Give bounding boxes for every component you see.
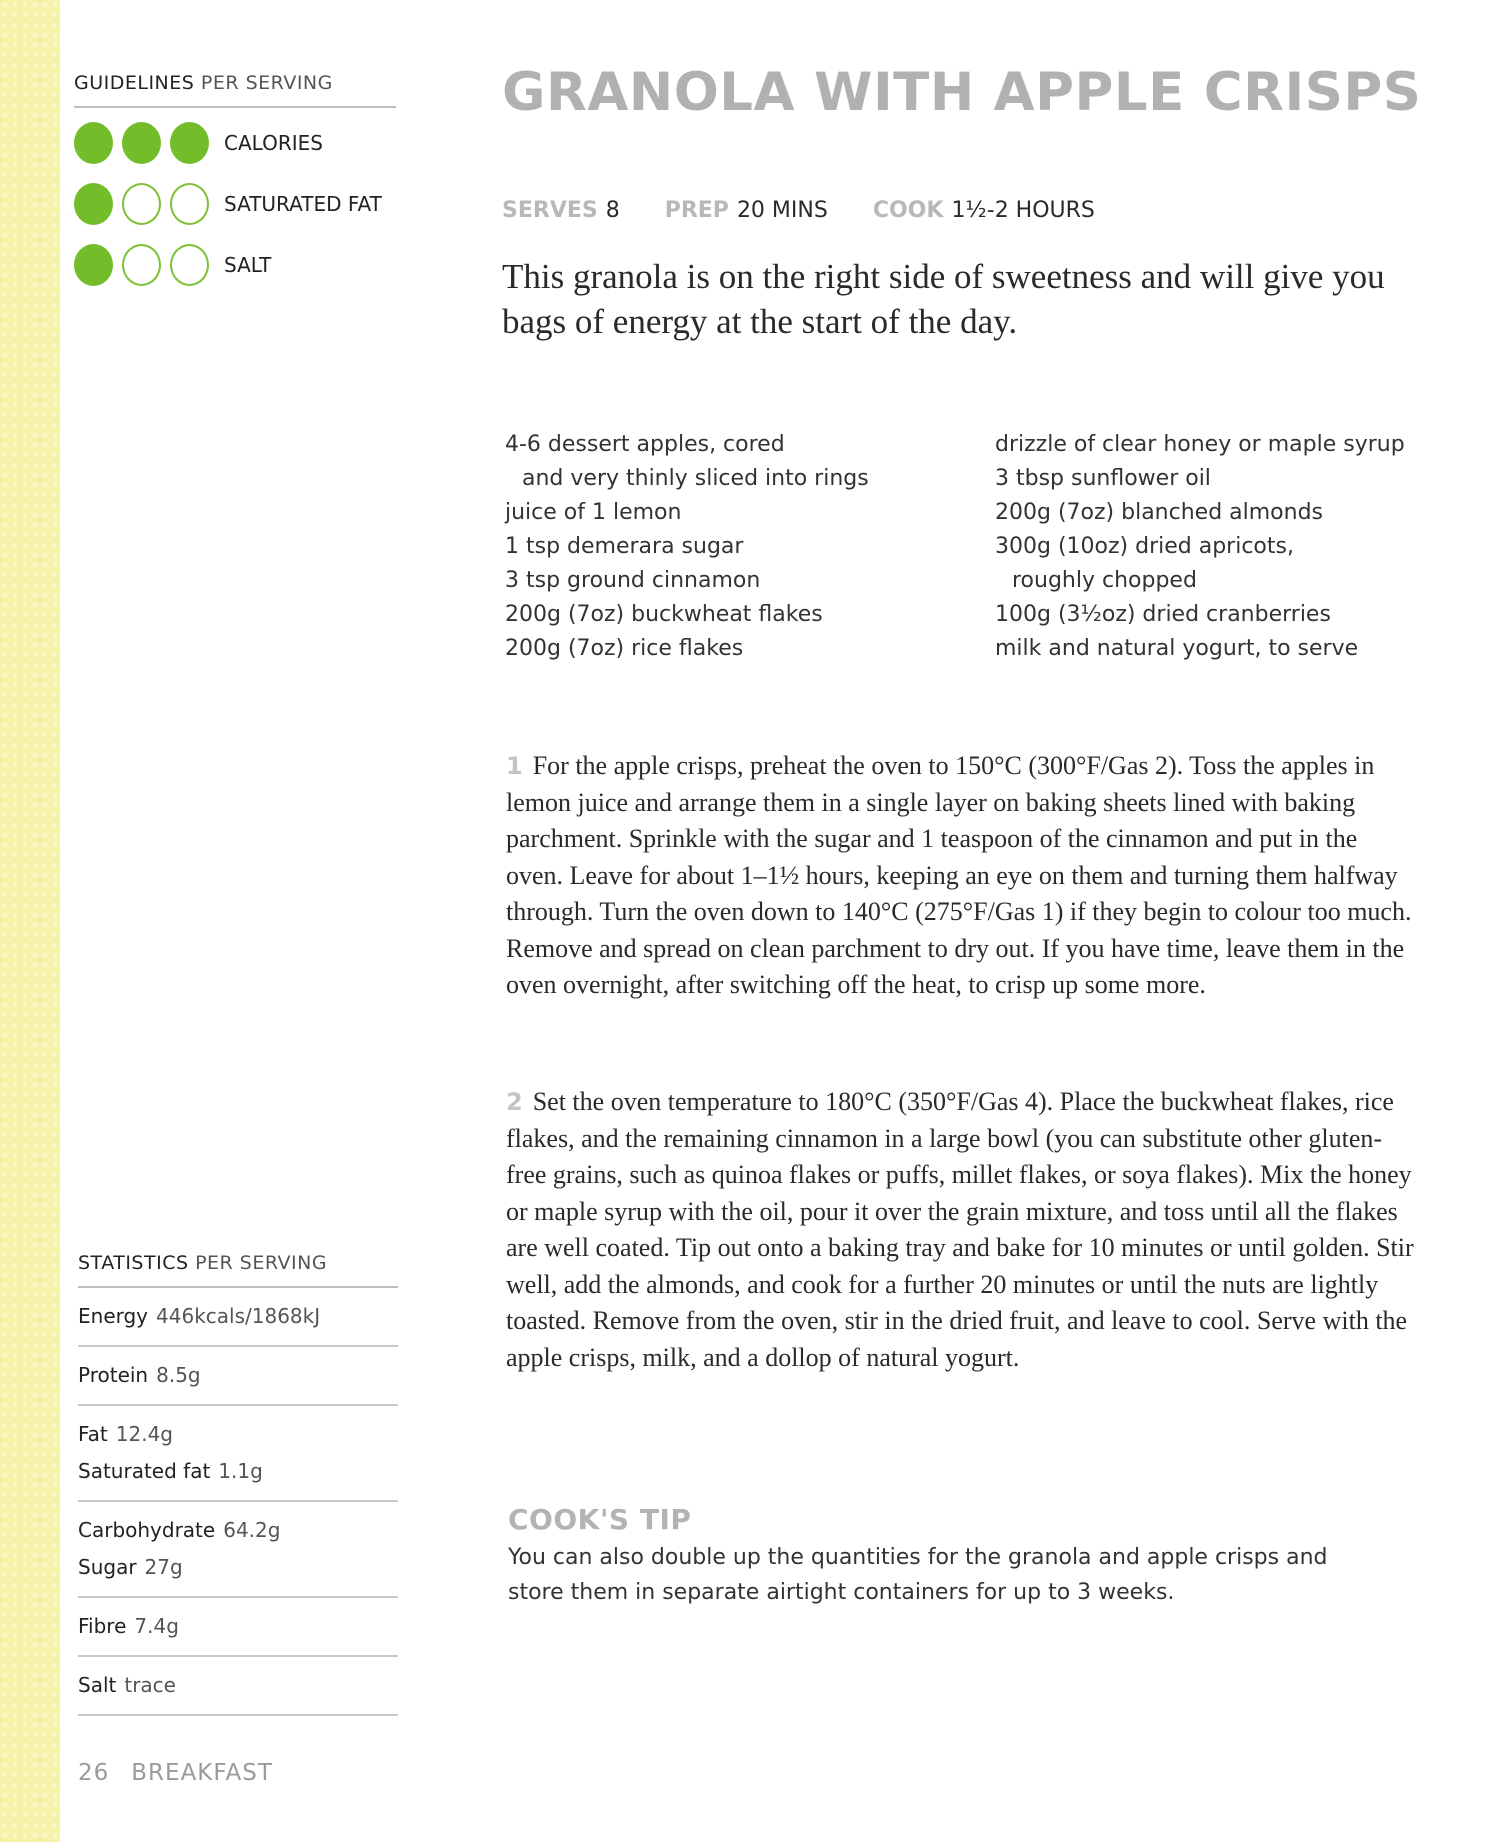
- guideline-label: CALORIES: [224, 131, 323, 155]
- empty-dot-icon: [170, 183, 209, 225]
- guidelines-heading-light: PER SERVING: [200, 72, 333, 94]
- statistics-group: [78, 1598, 398, 1657]
- filled-dot-icon: [74, 183, 113, 225]
- statistic-label: Protein: [78, 1363, 149, 1387]
- statistic-label: Fibre: [78, 1614, 127, 1638]
- guideline-row: [74, 183, 396, 225]
- prep-label: PREP: [664, 198, 729, 223]
- statistic-value: trace: [124, 1673, 176, 1697]
- ingredients-right-column: [995, 428, 1455, 666]
- statistics-group: [78, 1657, 398, 1716]
- statistic-value: 12.4g: [115, 1422, 173, 1446]
- ingredient-line: juice of 1 lemon: [505, 500, 682, 525]
- method-step-1: [506, 748, 1416, 1004]
- step-text: Set the oven temperature to 180°C (350°F/Gas 4). Place the buckwheat flakes, rice flakes, and the remaining cinnamon in a large bowl (you can substitute other gluten-free grains, such as quinoa flakes or puffs, millet flakes, or soya flakes). Mix the honey or maple syrup with the oil, pour it over the grain mixture, and toss until all the flakes are well coated. Tip out onto a baking tray and bake for 10 minutes or until golden. Stir well, add the almonds, and cook for a further 20 minutes or until the nuts are lightly toasted. Remove from the oven, stir in the dried fruit, and leave to cool. Serve with the apple crisps, milk, and a dollop of natural yogurt.: [506, 1087, 1414, 1372]
- statistic-value: 1.1g: [218, 1459, 263, 1483]
- statistics-group: [78, 1502, 398, 1598]
- statistics-group: [78, 1406, 398, 1502]
- filled-dot-icon: [74, 244, 113, 286]
- statistics-list: [78, 1288, 398, 1716]
- ingredient-line: 300g (10oz) dried apricots,: [995, 534, 1294, 559]
- guideline-label: SALT: [224, 253, 272, 277]
- statistic-value: 27g: [144, 1555, 183, 1579]
- statistics-group: [78, 1347, 398, 1406]
- serves-value: 8: [605, 198, 620, 223]
- statistic-label: Carbohydrate: [78, 1518, 216, 1542]
- statistic-row: [78, 1667, 398, 1704]
- recipe-meta: [502, 198, 1133, 223]
- statistic-value: 64.2g: [223, 1518, 281, 1542]
- statistic-row: [78, 1357, 398, 1394]
- serves-label: SERVES: [502, 198, 598, 223]
- statistic-label: Energy: [78, 1304, 149, 1328]
- serves-info: [502, 198, 620, 223]
- statistic-label: Sugar: [78, 1555, 137, 1579]
- cooks-tip-text: You can also double up the quantities for the granola and apple crisps and store them in separate airtight containers for up to 3 weeks.: [508, 1545, 1328, 1605]
- statistic-value: 8.5g: [156, 1363, 201, 1387]
- statistic-value: 446kcals/1868kJ: [156, 1304, 321, 1328]
- method-step-2: [506, 1084, 1416, 1376]
- ingredient-line: 100g (3½oz) dried cranberries: [995, 602, 1331, 627]
- ingredient-line: 200g (7oz) blanched almonds: [995, 500, 1324, 525]
- recipe-title: GRANOLA WITH APPLE CRISPS: [502, 62, 1422, 123]
- ingredient-line: 3 tbsp sunflower oil: [995, 466, 1211, 491]
- cook-info: [873, 198, 1095, 223]
- page-footer: [78, 1760, 273, 1786]
- guideline-row: [74, 244, 396, 286]
- statistic-row: [78, 1549, 398, 1586]
- statistic-row: [78, 1512, 398, 1549]
- statistic-label: Salt: [78, 1673, 117, 1697]
- guideline-label: SATURATED FAT: [224, 192, 382, 216]
- statistics-heading-bold: STATISTICS: [78, 1252, 189, 1274]
- cooks-tip-heading: COOK'S TIP: [508, 1503, 692, 1536]
- ingredient-line: 1 tsp demerara sugar: [505, 534, 744, 559]
- statistics-heading-light: PER SERVING: [195, 1252, 328, 1274]
- guideline-rating: [74, 244, 218, 286]
- filled-dot-icon: [122, 122, 161, 164]
- prep-value: 20 MINS: [736, 198, 828, 223]
- ingredient-line: 200g (7oz) buckwheat flakes: [505, 602, 823, 627]
- ingredient-line: 4-6 dessert apples, cored: [505, 432, 785, 457]
- guidelines-heading-bold: GUIDELINES: [74, 72, 195, 94]
- guideline-rating: [74, 183, 218, 225]
- ingredient-line: 3 tsp ground cinnamon: [505, 568, 761, 593]
- empty-dot-icon: [122, 244, 161, 286]
- ingredient-line: drizzle of clear honey or maple syrup: [995, 432, 1405, 457]
- ingredient-line: and very thinly sliced into rings: [522, 466, 869, 491]
- statistic-value: 7.4g: [134, 1614, 179, 1638]
- statistic-label: Fat: [78, 1422, 108, 1446]
- empty-dot-icon: [170, 244, 209, 286]
- ingredient-line: 200g (7oz) rice flakes: [505, 636, 744, 661]
- guidelines-panel: [74, 72, 396, 286]
- statistic-label: Saturated fat: [78, 1459, 211, 1483]
- ingredient-line: milk and natural yogurt, to serve: [995, 636, 1359, 661]
- step-text: For the apple crisps, preheat the oven to 150°C (300°F/Gas 2). Toss the apples in lemon juice and arrange them in a single layer on baking sheets lined with baking parchment. Sprinkle with the sugar and 1 teaspoon of the cinnamon and put in the oven. Leave for about 1–1½ hours, keeping an eye on them and turning them halfway through. Turn the oven down to 140°C (275°F/Gas 1) if they begin to colour too much. Remove and spread on clean parchment to dry out. If you have time, leave them in the oven overnight, after switching off the heat, to crisp up some more.: [506, 751, 1412, 999]
- guidelines-rows: [74, 122, 396, 286]
- statistic-row: [78, 1453, 398, 1490]
- step-number: 2: [506, 1088, 523, 1116]
- guideline-row: [74, 122, 396, 164]
- guideline-rating: [74, 122, 218, 164]
- page-edge-strip: [0, 0, 60, 1842]
- empty-dot-icon: [122, 183, 161, 225]
- statistics-group: [78, 1288, 398, 1347]
- filled-dot-icon: [74, 122, 113, 164]
- ingredient-line: roughly chopped: [1012, 568, 1197, 593]
- cook-label: COOK: [872, 198, 944, 223]
- section-name: BREAKFAST: [131, 1760, 273, 1786]
- step-number: 1: [506, 752, 523, 780]
- statistic-row: [78, 1608, 398, 1645]
- statistics-heading: [78, 1252, 398, 1288]
- statistic-row: [78, 1416, 398, 1453]
- statistic-row: [78, 1298, 398, 1335]
- cook-value: 1½-2 HOURS: [951, 198, 1095, 223]
- ingredients-left-column: [505, 428, 965, 666]
- prep-info: [665, 198, 828, 223]
- page-number: 26: [78, 1760, 110, 1786]
- guidelines-heading: [74, 72, 396, 108]
- statistics-panel: [78, 1252, 398, 1716]
- recipe-intro: This granola is on the right side of sweetness and will give you bags of energy at the start of the day.: [502, 257, 1385, 341]
- filled-dot-icon: [170, 122, 209, 164]
